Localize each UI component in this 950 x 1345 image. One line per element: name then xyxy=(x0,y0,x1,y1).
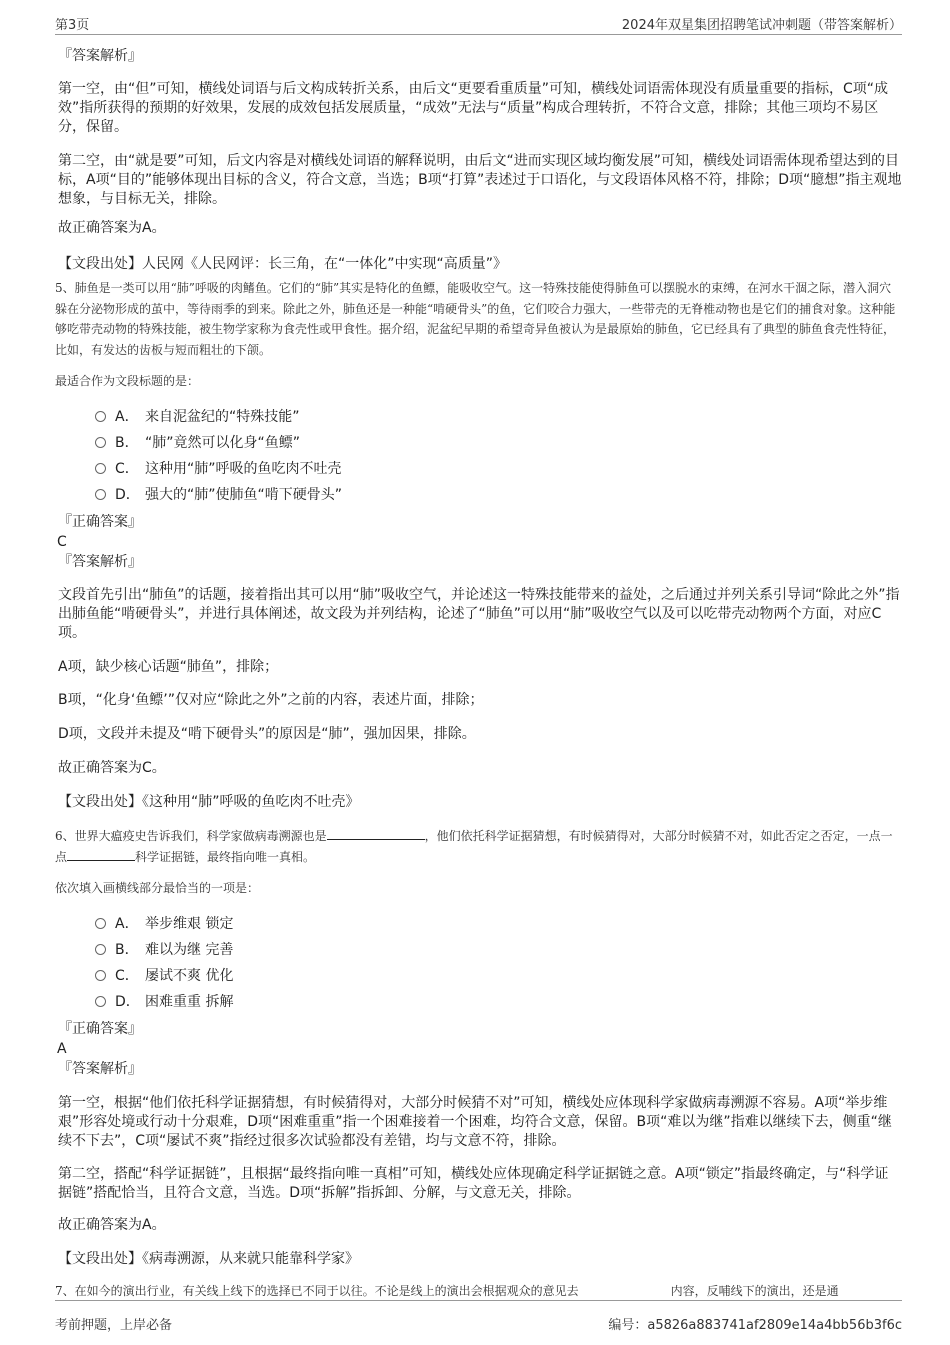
answer-tag: 『正确答案』 xyxy=(58,514,142,530)
analysis-paragraph: 第一空，由“但”可知，横线处词语与后文构成转折关系，由后文“更要看重质量”可知，横线处词语需体现没有质量重要的指标，C项“成效”指所获得的预期的好效果，发展的成效包括发展质量，“成效”无法与“质量”构成合理转折，不符合文意，排除；其他三项均不易区分，保留。 xyxy=(58,81,889,135)
analysis-paragraph: B项，“化身‘鱼鳔’”仅对应“除此之外”之前的内容，表述片面，排除； xyxy=(58,692,484,708)
analysis-paragraph: 文段首先引出“肺鱼”的话题，接着指出其可以用“肺”吸收空气，并论述这一特殊技能带来的益处，之后通过并列关系引导词“除此之外”指出肺鱼能“啃硬骨头”，并进行具体阐述，故文段为并列结构，论述了“肺鱼”可以用“肺”吸收空气以及可以吃带壳动物两个方面，对应C项。 xyxy=(58,587,900,641)
passage-source: 【文段出处】人民网《人民网评：长三角，在“一体化”中实现“高质量”》 xyxy=(58,256,508,272)
answer-tag: 『正确答案』 xyxy=(58,1021,142,1037)
question-stem: 5、肺鱼是一类可以用“肺”呼吸的肉鳍鱼。它们的“肺”其实是特化的鱼鳔，能吸收空气。这一特殊技能使得肺鱼可以摆脱水的束缚，在河水干涸之际，潜入洞穴躲在分泌物形成的茧中，等待雨季的到来。除此之外，肺鱼还是一种能“啃硬骨头”的鱼，它们咬合力强大，一些带壳的无脊椎动物也是它们的捕食对象。这种能够吃带壳动物的特殊技能，被生物学家称为食壳性或甲食性。据介绍，泥盆纪早期的希望奇异鱼被认为是最原始的肺鱼，它已经具有了典型的肺鱼食壳性特征，比如，有发达的齿板与短而粗壮的下颌。 xyxy=(55,281,896,357)
analysis-tag: 『答案解析』 xyxy=(58,1061,142,1077)
option-a[interactable]: A． 举步维艰 锁定 xyxy=(95,914,233,934)
passage-source: 【文段出处】《这种用“肺”呼吸的鱼吃肉不吐壳》 xyxy=(58,794,360,810)
analysis-conclusion: 故正确答案为A。 xyxy=(58,220,166,236)
option-b[interactable]: B． “肺”竟然可以化身“鱼鳔” xyxy=(95,433,300,453)
analysis-paragraph: 第二空，搭配“科学证据链”，且根据“最终指向唯一真相”可知，横线处应体现确定科学证据链之意。A项“锁定”指最终确定，与“科学证据链”搭配恰当，且符合文意，当选。D项“拆解”指拆卸、分解，与文意无关，排除。 xyxy=(58,1166,889,1201)
question-stem-cut: 7、在如今的演出行业，有关线上线下的选择已不同于以往。不论是线上的演出会根据观众的意见去 内容，反哺线下的演出，还是通 xyxy=(55,1284,839,1298)
question-stem: 6、世界大瘟疫史告诉我们，科学家做病毒溯源也是 ，他们依托科学证据猜想，有时候猜得对，大部分时候猜不对，如此否定之否定，一点一点 科学证据链，最终指向唯一真相。 xyxy=(55,829,893,864)
option-d[interactable]: D． 强大的“肺”使肺鱼“啃下硬骨头” xyxy=(95,485,342,505)
page-number: 第3页 xyxy=(55,18,90,33)
radio-icon[interactable] xyxy=(95,437,106,448)
analysis-tag: 『答案解析』 xyxy=(58,48,142,64)
radio-icon[interactable] xyxy=(95,970,106,981)
radio-icon[interactable] xyxy=(95,996,106,1007)
option-a[interactable]: A． 来自泥盆纪的“特殊技能” xyxy=(95,407,300,427)
passage-source: 【文段出处】《病毒溯源，从来就只能靠科学家》 xyxy=(58,1251,359,1267)
fill-blank xyxy=(327,827,425,840)
option-c[interactable]: C． 屡试不爽 优化 xyxy=(95,966,233,986)
analysis-paragraph: 第一空，根据“他们依托科学证据猜想，有时候猜得对，大部分时候猜不对”可知，横线处应体现科学家做病毒溯源不容易。A项“举步维艰”形容处境或行动十分艰难，D项“困难重重”指一个困难接着一个困难，均符合文意，保留。B项“难以为继”指难以继续下去，侧重“继续不下去”，C项“屡试不爽”指经过很多次试验都没有差错，均与文意不符，排除。 xyxy=(58,1095,892,1149)
radio-icon[interactable] xyxy=(95,918,106,929)
radio-icon[interactable] xyxy=(95,944,106,955)
radio-icon[interactable] xyxy=(95,463,106,474)
analysis-paragraph: 第二空，由“就是要”可知，后文内容是对横线处词语的解释说明，由后文“进而实现区域均衡发展”可知，横线处词语需体现希望达到的目标，A项“目的”能够体现出目标的含义，符合文意，当选；B项“打算”表述过于口语化，与文段语体风格不符，排除；D项“臆想”指主观地想象，与目标无关，排除。 xyxy=(58,153,902,207)
correct-answer: C xyxy=(57,534,67,550)
correct-answer: A xyxy=(57,1041,67,1057)
page-header xyxy=(55,14,902,35)
option-c[interactable]: C． 这种用“肺”呼吸的鱼吃肉不吐壳 xyxy=(95,459,342,479)
analysis-conclusion: 故正确答案为A。 xyxy=(58,1217,166,1233)
analysis-paragraph: A项，缺少核心话题“肺鱼”，排除； xyxy=(58,659,279,675)
footer-slogan: 考前押题，上岸必备 xyxy=(55,1318,173,1333)
option-d[interactable]: D． 困难重重 拆解 xyxy=(95,992,233,1012)
analysis-tag: 『答案解析』 xyxy=(58,554,142,570)
radio-icon[interactable] xyxy=(95,489,106,500)
option-b[interactable]: B． 难以为继 完善 xyxy=(95,940,233,960)
analysis-conclusion: 故正确答案为C。 xyxy=(58,760,166,776)
radio-icon[interactable] xyxy=(95,411,106,422)
document-id: 编号：a5826a883741af2809e14a4bb56b3f6c xyxy=(608,1318,902,1333)
document-title: 2024年双星集团招聘笔试冲刺题（带答案解析） xyxy=(621,18,902,33)
analysis-paragraph: D项，文段并未提及“啃下硬骨头”的原因是“肺”，强加因果，排除。 xyxy=(58,726,476,742)
question-prompt: 依次填入画横线部分最恰当的一项是： xyxy=(55,881,260,895)
page-footer xyxy=(55,1300,902,1331)
question-prompt: 最适合作为文段标题的是： xyxy=(55,374,200,388)
fill-blank xyxy=(67,848,135,861)
